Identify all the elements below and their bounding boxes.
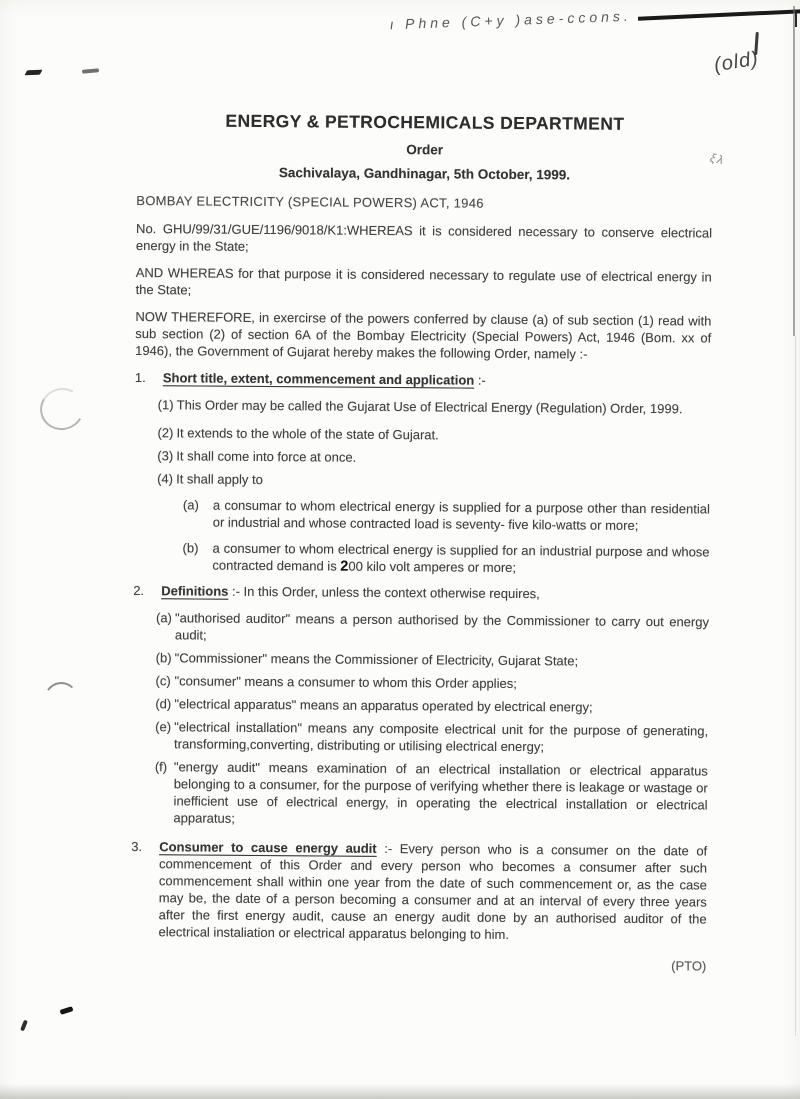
definition-d [132,695,708,717]
clause-text: "electrical installation" means any composite electrical unit for the purpose of generating, transforming,converting, distributing or utilising electrical energy; [173,719,709,755]
scan-bottom-shade [0,1084,800,1099]
ink-smudge [82,68,99,73]
clause-number: (d) [155,696,172,712]
clause-number: (f) [154,759,168,775]
clause-1-4-a [134,496,710,535]
section-3-body: :- Every person who is a consumer on the date of commencement of this Order and every person who becomes a consumer after such commencement shall within one year from the date of such commencement or, as the case may be, the date of a person becoming a consumer and at an interval of every three years after the first energy audit, cause an energy audit done by an authorised auditor of the electrical instaliation or electrical apparatus belonging to him. [158,840,708,942]
clause-number: (4) [157,471,174,487]
scan-right-edge-line-faint [795,336,796,1036]
definition-c [132,672,708,694]
section-2-number: 2. [133,582,145,599]
clause-1-3 [134,447,710,469]
clause-text: "Commissioner" means the Commissioner of Electricity, Gujarat State; [174,650,579,669]
section-2-heading-row [133,582,709,604]
clause-text: "energy audit" means examination of an electrical installation or electrical apparatus belonging to a consumer, for the purpose of verifying whether there is leakage or wastage or inefficient use of electrical energy, in operating the electrical installation or electrical apparatus; [173,759,708,826]
clause-number: (1) [157,397,174,413]
handwritten-overwritten-digit: 2 [340,558,349,575]
pen-arc-mark [41,680,82,712]
definition-e [132,718,708,757]
clause-number: (c) [155,673,171,689]
handwritten-old-note: (old) [712,47,761,77]
clause-text: a consumar to whom electrical energy is supplied for a purpose other than residential or industrial and whose contracted load is seventy- five kilo-watts or more; [212,497,710,533]
section-3 [130,838,707,945]
order-heading: Order [406,142,444,158]
clause-1-4 [134,470,710,492]
ink-smudge [24,70,42,76]
clause-text: "electrical apparatus" means an apparatus operated by electrical energy; [174,696,593,715]
clause-text: a consumer to whom electrical energy is supplied for an industrial purpose and whose contracted demand is [212,540,710,574]
scan-edge-line [638,9,800,20]
section-1-heading: Short title, extent, commencement and application [162,370,475,388]
clause-text: It shall apply to [176,471,263,487]
section-1-heading-row [135,369,711,391]
section-3-heading: Consumer to cause energy audit [159,839,377,856]
act-title: BOMBAY ELECTRICITY (SPECIAL POWERS) ACT, 1946 [136,192,484,211]
ink-mark [60,1006,74,1015]
clause-1-4-b [133,539,709,579]
section-1-number: 1. [134,369,146,386]
scan-edge-line-hook [795,11,797,27]
definition-b [133,649,709,671]
preamble-paragraph-2: AND WHEREAS for that purpose it is considered necessary to regulate use of electrical energy in the State; [135,264,712,298]
clause-number: (2) [157,425,174,441]
section-2-heading: Definitions [161,583,229,599]
clause-number: (b) [155,650,172,666]
definition-f [131,758,708,831]
clause-text: 00 kilo volt amperes or more; [348,558,517,575]
section-1-heading-suffix: :- [474,372,486,388]
clause-text: "authorised auditor" means a person authorised by the Commissioner to carry out energy audit; [174,610,710,643]
clause-text: "consumer" means a consumer to whom this Order applies; [174,673,517,692]
clause-text: It extends to the whole of the state of Gujarat. [176,425,439,443]
clause-number: (3) [157,448,174,464]
clause-number: (a) [155,610,172,626]
pen-circle-mark [35,383,88,435]
document-body [130,112,713,974]
section-2-heading-suffix: :- In this Order, unless the context otherwise requires, [228,583,540,602]
margin-scribble: ξλ [708,150,727,168]
preamble-paragraph-1: No. GHU/99/31/GUE/1196/9018/K1:WHEREAS it is considered necessary to conserve electrical energy in the State; [135,220,713,254]
clause-number: (b) [182,540,199,556]
clause-text: It shall come into force at once. [176,448,357,465]
place-date-line: Sachivalaya, Gandhinagar, 5th October, 1999. [278,165,571,183]
clause-number: (e) [155,719,172,735]
preamble-paragraph-3: NOW THEREFORE, in exercirse of the powers conferred by clause (a) of sub section (1) read with sub section (2) of section 6A of the Bombay Electricity (Special Powers) Act, 1946 (Bom. xx of 1946), the Government of Gujarat hereby makes the following Order, namely :- [135,308,712,362]
definition-a [133,609,709,648]
clause-number: (a) [182,497,199,513]
pto-label: (PTO) [671,958,707,974]
ink-mark [20,1020,28,1032]
handwritten-top-note: ι Phne (C+y )ase-ccons. [389,7,633,33]
clause-1-2 [134,424,710,446]
scan-right-edge-line [793,6,795,336]
section-3-number: 3. [131,838,143,855]
clause-text: This Order may be called the Gujarat Use of Electrical Energy (Regulation) Order, 1999. [176,397,683,417]
clause-1-1 [135,396,711,418]
department-title: ENERGY & PETROCHEMICALS DEPARTMENT [225,110,625,134]
